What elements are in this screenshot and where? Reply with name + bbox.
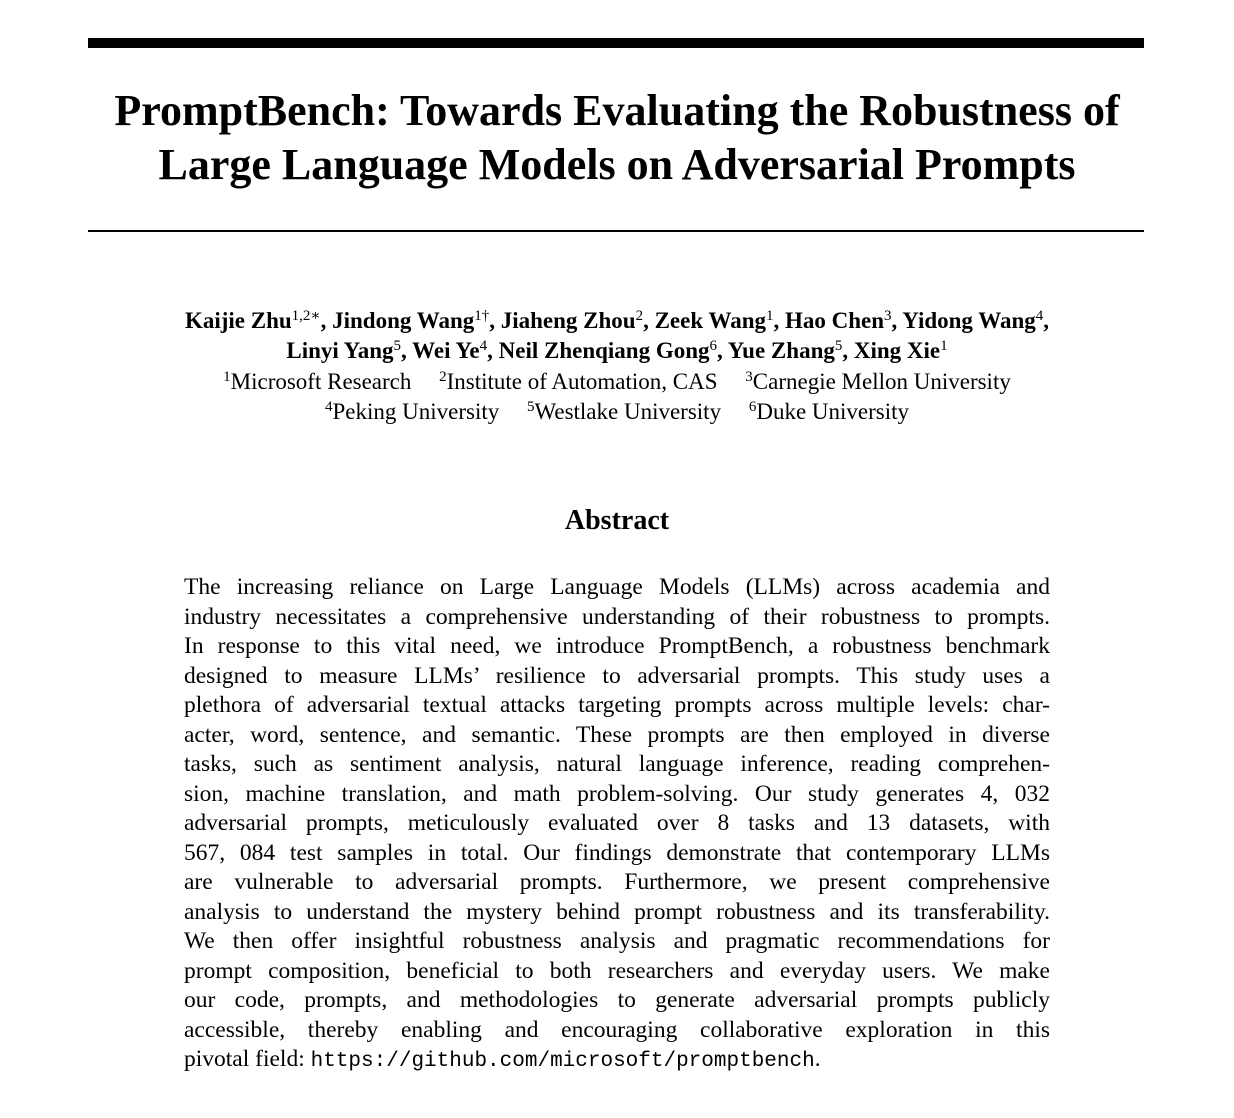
affiliation-list: [60, 367, 1174, 427]
abstract-line: In response to this vital need, we introduce PromptBench, a robustness benchmark: [184, 633, 1050, 659]
author-footnote-mark: ∗: [310, 308, 321, 324]
author-name: Zeek Wang: [654, 308, 766, 333]
affil-sup: 3: [745, 369, 753, 385]
paper-title: [60, 84, 1174, 192]
abstract-last-line-prefix: pivotal field:: [184, 1046, 311, 1072]
affiliation-line-2: [60, 397, 1174, 427]
author-name: Yue Zhang: [727, 338, 835, 363]
title-line-1: PromptBench: Towards Evaluating the Robustness of: [114, 86, 1120, 135]
affil-sup: 5: [527, 399, 535, 415]
author-name: Yidong Wang: [902, 308, 1036, 333]
affiliation-name: Peking University: [332, 399, 500, 424]
abstract-line: adversarial prompts, meticulously evaluated over 8 tasks and 13 datasets, with: [184, 810, 1050, 836]
author-affil-sup: 2: [635, 308, 644, 324]
abstract-line: designed to measure LLMs’ resilience to adversarial prompts. This study uses a: [184, 662, 1050, 689]
author-name: Wei Ye: [412, 338, 480, 363]
affil-sup: 6: [748, 399, 757, 415]
author-name: Hao Chen: [785, 308, 885, 333]
abstract-line: analysis to understand the mystery behind prompt robustness and its transferability.: [184, 898, 1050, 925]
affiliation-name: Westlake University: [534, 399, 722, 424]
affiliation-name: Microsoft Research: [230, 369, 412, 394]
affiliation-line-1: [60, 367, 1174, 397]
author-affil-sup: 3: [884, 308, 892, 324]
author-affil-sup: 1: [940, 338, 948, 354]
abstract-line: We then offer insightful robustness analysis and pragmatic recommendations for: [184, 928, 1050, 954]
title-line-2: Large Language Models on Adversarial Prompts: [158, 140, 1076, 189]
abstract-line: sion, machine translation, and math problem-solving. Our study generates 4, 032: [184, 780, 1050, 807]
abstract-line: industry necessitates a comprehensive understanding of their robustness to prompts.: [184, 603, 1050, 630]
author-affil-sup: 5: [393, 338, 402, 354]
abstract-line: plethora of adversarial textual attacks targeting prompts across multiple levels: char-: [184, 692, 1050, 718]
author-name: Neil Zhenqiang Gong: [498, 338, 710, 363]
author-line-1: Kaijie Zhu$^{1,2∗}$, Jindong Wang$^{1\dagger}$, Jiaheng Zhou$^2$, Zeek Wang$^1$, Hao Chen$^3$, Yidong Wang$^4$,: [184, 308, 1050, 333]
author-name: Jindong Wang: [332, 308, 475, 333]
abstract-line: acter, word, sentence, and semantic. These prompts are then employed in diverse: [184, 721, 1050, 748]
abstract-line: The increasing reliance on Large Language Models (LLMs) across academia and: [184, 574, 1050, 600]
author-affil-sup: 5: [834, 338, 843, 354]
author-affil-sup: 4: [1035, 308, 1044, 324]
abstract-body: [184, 573, 1050, 1077]
abstract-line: 567, 084 test samples in total. Our findings demonstrate that contemporary LLMs: [184, 839, 1050, 866]
author-name: Jiaheng Zhou: [500, 308, 636, 333]
abstract-last-line-suffix: .: [814, 1046, 821, 1072]
abstract-line: accessible, thereby enabling and encouraging collaborative exploration in this: [184, 1016, 1050, 1043]
author-affil-sup: 1,2: [291, 308, 311, 324]
title-bottom-rule: [88, 230, 1144, 232]
author-affil-sup: 6: [709, 338, 718, 354]
author-list: [60, 306, 1174, 366]
author-footnote-mark: †: [481, 308, 490, 324]
abstract-line: are vulnerable to adversarial prompts. Furthermore, we present comprehensive: [184, 869, 1050, 895]
author-name: Linyi Yang: [286, 338, 394, 363]
abstract-line: prompt composition, beneficial to both researchers and everyday users. We make: [184, 957, 1050, 984]
affiliation-name: Institute of Automation, CAS: [446, 369, 718, 394]
author-name: Kaijie Zhu: [184, 308, 292, 333]
affil-sup: 1: [223, 369, 231, 385]
author-name: Xing Xie: [853, 338, 941, 363]
code-url-link[interactable]: https://github.com/microsoft/promptbench: [310, 1050, 815, 1073]
author-line-2: Linyi Yang$^5$, Wei Ye$^4$, Neil Zhenqiang Gong$^6$, Yue Zhang$^5$, Xing Xie$^1$: [286, 338, 948, 363]
top-rule: [88, 38, 1144, 48]
affil-sup: 4: [325, 399, 333, 415]
abstract-line: our code, prompts, and methodologies to generate adversarial prompts publicly: [184, 987, 1050, 1013]
abstract-line: tasks, such as sentiment analysis, natural language inference, reading comprehen-: [184, 751, 1050, 777]
abstract-heading: Abstract: [564, 505, 670, 536]
author-affil-sup: 1: [766, 308, 774, 324]
author-affil-sup: 1: [474, 308, 482, 324]
abstract-last-line: [184, 1045, 1050, 1077]
affiliation-name: Duke University: [756, 399, 909, 424]
author-affil-sup: 4: [479, 338, 488, 354]
affiliation-name: Carnegie Mellon University: [752, 369, 1011, 394]
affil-sup: 2: [439, 369, 447, 385]
